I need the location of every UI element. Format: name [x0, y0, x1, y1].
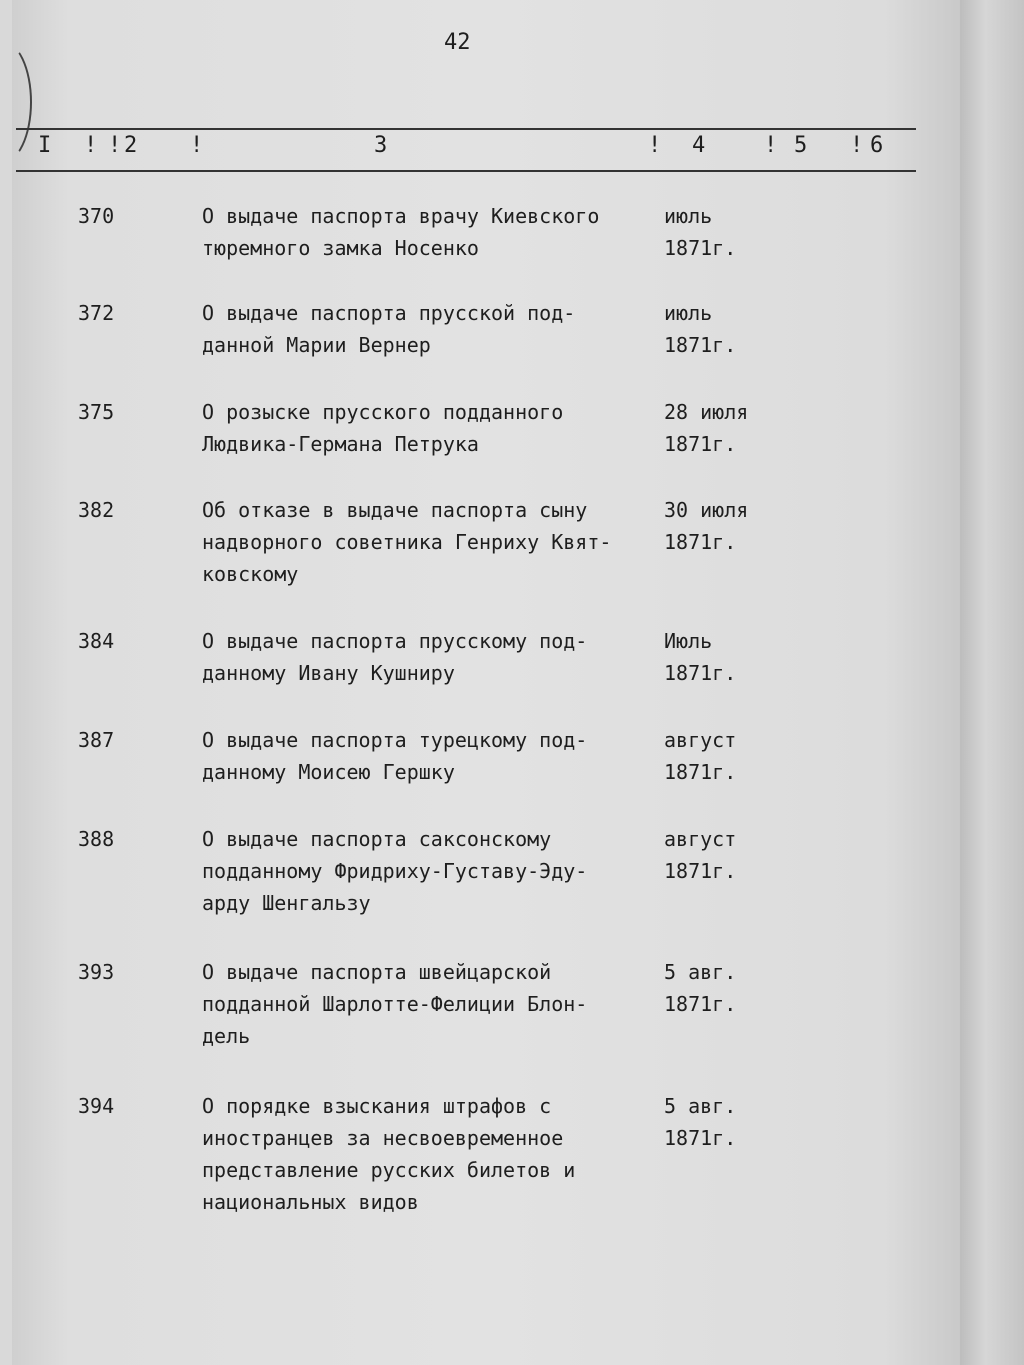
page-number: 42 [444, 30, 471, 55]
col-6-label: 6 [870, 133, 884, 158]
entry-date: 5 авг. 1871г. [664, 960, 737, 1016]
entry-title: О выдаче паспорта саксонскому подданному Фридриху-Густаву-Эду- арду Шенгальзу [202, 827, 588, 915]
entry-date: 30 июля 1871г. [664, 498, 749, 554]
entry-title: О выдаче паспорта прусскому под- данному Ивану Кушниру [202, 629, 588, 685]
entry-number: 372 [78, 301, 115, 325]
entry-date: август 1871г. [664, 728, 737, 784]
entry-number: 388 [78, 827, 115, 851]
col-separator: ! [850, 133, 864, 158]
entry-title: О розыске прусского подданного Людвика-Германа Петрука [202, 400, 564, 456]
column-number-header [12, 133, 972, 167]
entry-date: август 1871г. [664, 827, 737, 883]
col-separator: ! [190, 133, 204, 158]
entry-number: 370 [78, 204, 115, 228]
entry-date: июль 1871г. [664, 204, 737, 260]
col-separator: ! [764, 133, 778, 158]
entry-title: Об отказе в выдаче паспорта сыну надворного советника Генриху Квят- ковскому [202, 498, 612, 586]
col-3-label: 3 [374, 133, 388, 158]
entry-title: О выдаче паспорта швейцарской подданной Шарлотте-Фелиции Блон- дель [202, 960, 588, 1048]
entry-title: О порядке взыскания штрафов с иностранцев за несвоевременное представление русских билетов и национальных видов [202, 1094, 576, 1214]
next-page-edge [960, 0, 1024, 1365]
entry-title: О выдаче паспорта турецкому под- данному Моисею Гершку [202, 728, 588, 784]
col-separator: ! [108, 133, 122, 158]
entry-date: 28 июля 1871г. [664, 400, 749, 456]
col-2-label: 2 [124, 133, 138, 158]
entry-number: 384 [78, 629, 115, 653]
col-4-label: 4 [692, 133, 706, 158]
header-top-rule [16, 128, 916, 130]
entry-date: Июль 1871г. [664, 629, 737, 685]
entry-title: О выдаче паспорта прусской под- данной Марии Вернер [202, 301, 576, 357]
col-1-label: I [38, 133, 52, 158]
entry-number: 387 [78, 728, 115, 752]
entry-date: июль 1871г. [664, 301, 737, 357]
document-page [12, 0, 960, 1365]
col-separator: ! [648, 133, 662, 158]
col-5-label: 5 [794, 133, 808, 158]
entry-title: О выдаче паспорта врачу Киевского тюремного замка Носенко [202, 204, 600, 260]
header-bottom-rule [16, 170, 916, 172]
entry-number: 382 [78, 498, 115, 522]
entry-number: 394 [78, 1094, 115, 1118]
entry-number: 393 [78, 960, 115, 984]
entry-number: 375 [78, 400, 115, 424]
col-separator: ! [84, 133, 98, 158]
entry-date: 5 авг. 1871г. [664, 1094, 737, 1150]
